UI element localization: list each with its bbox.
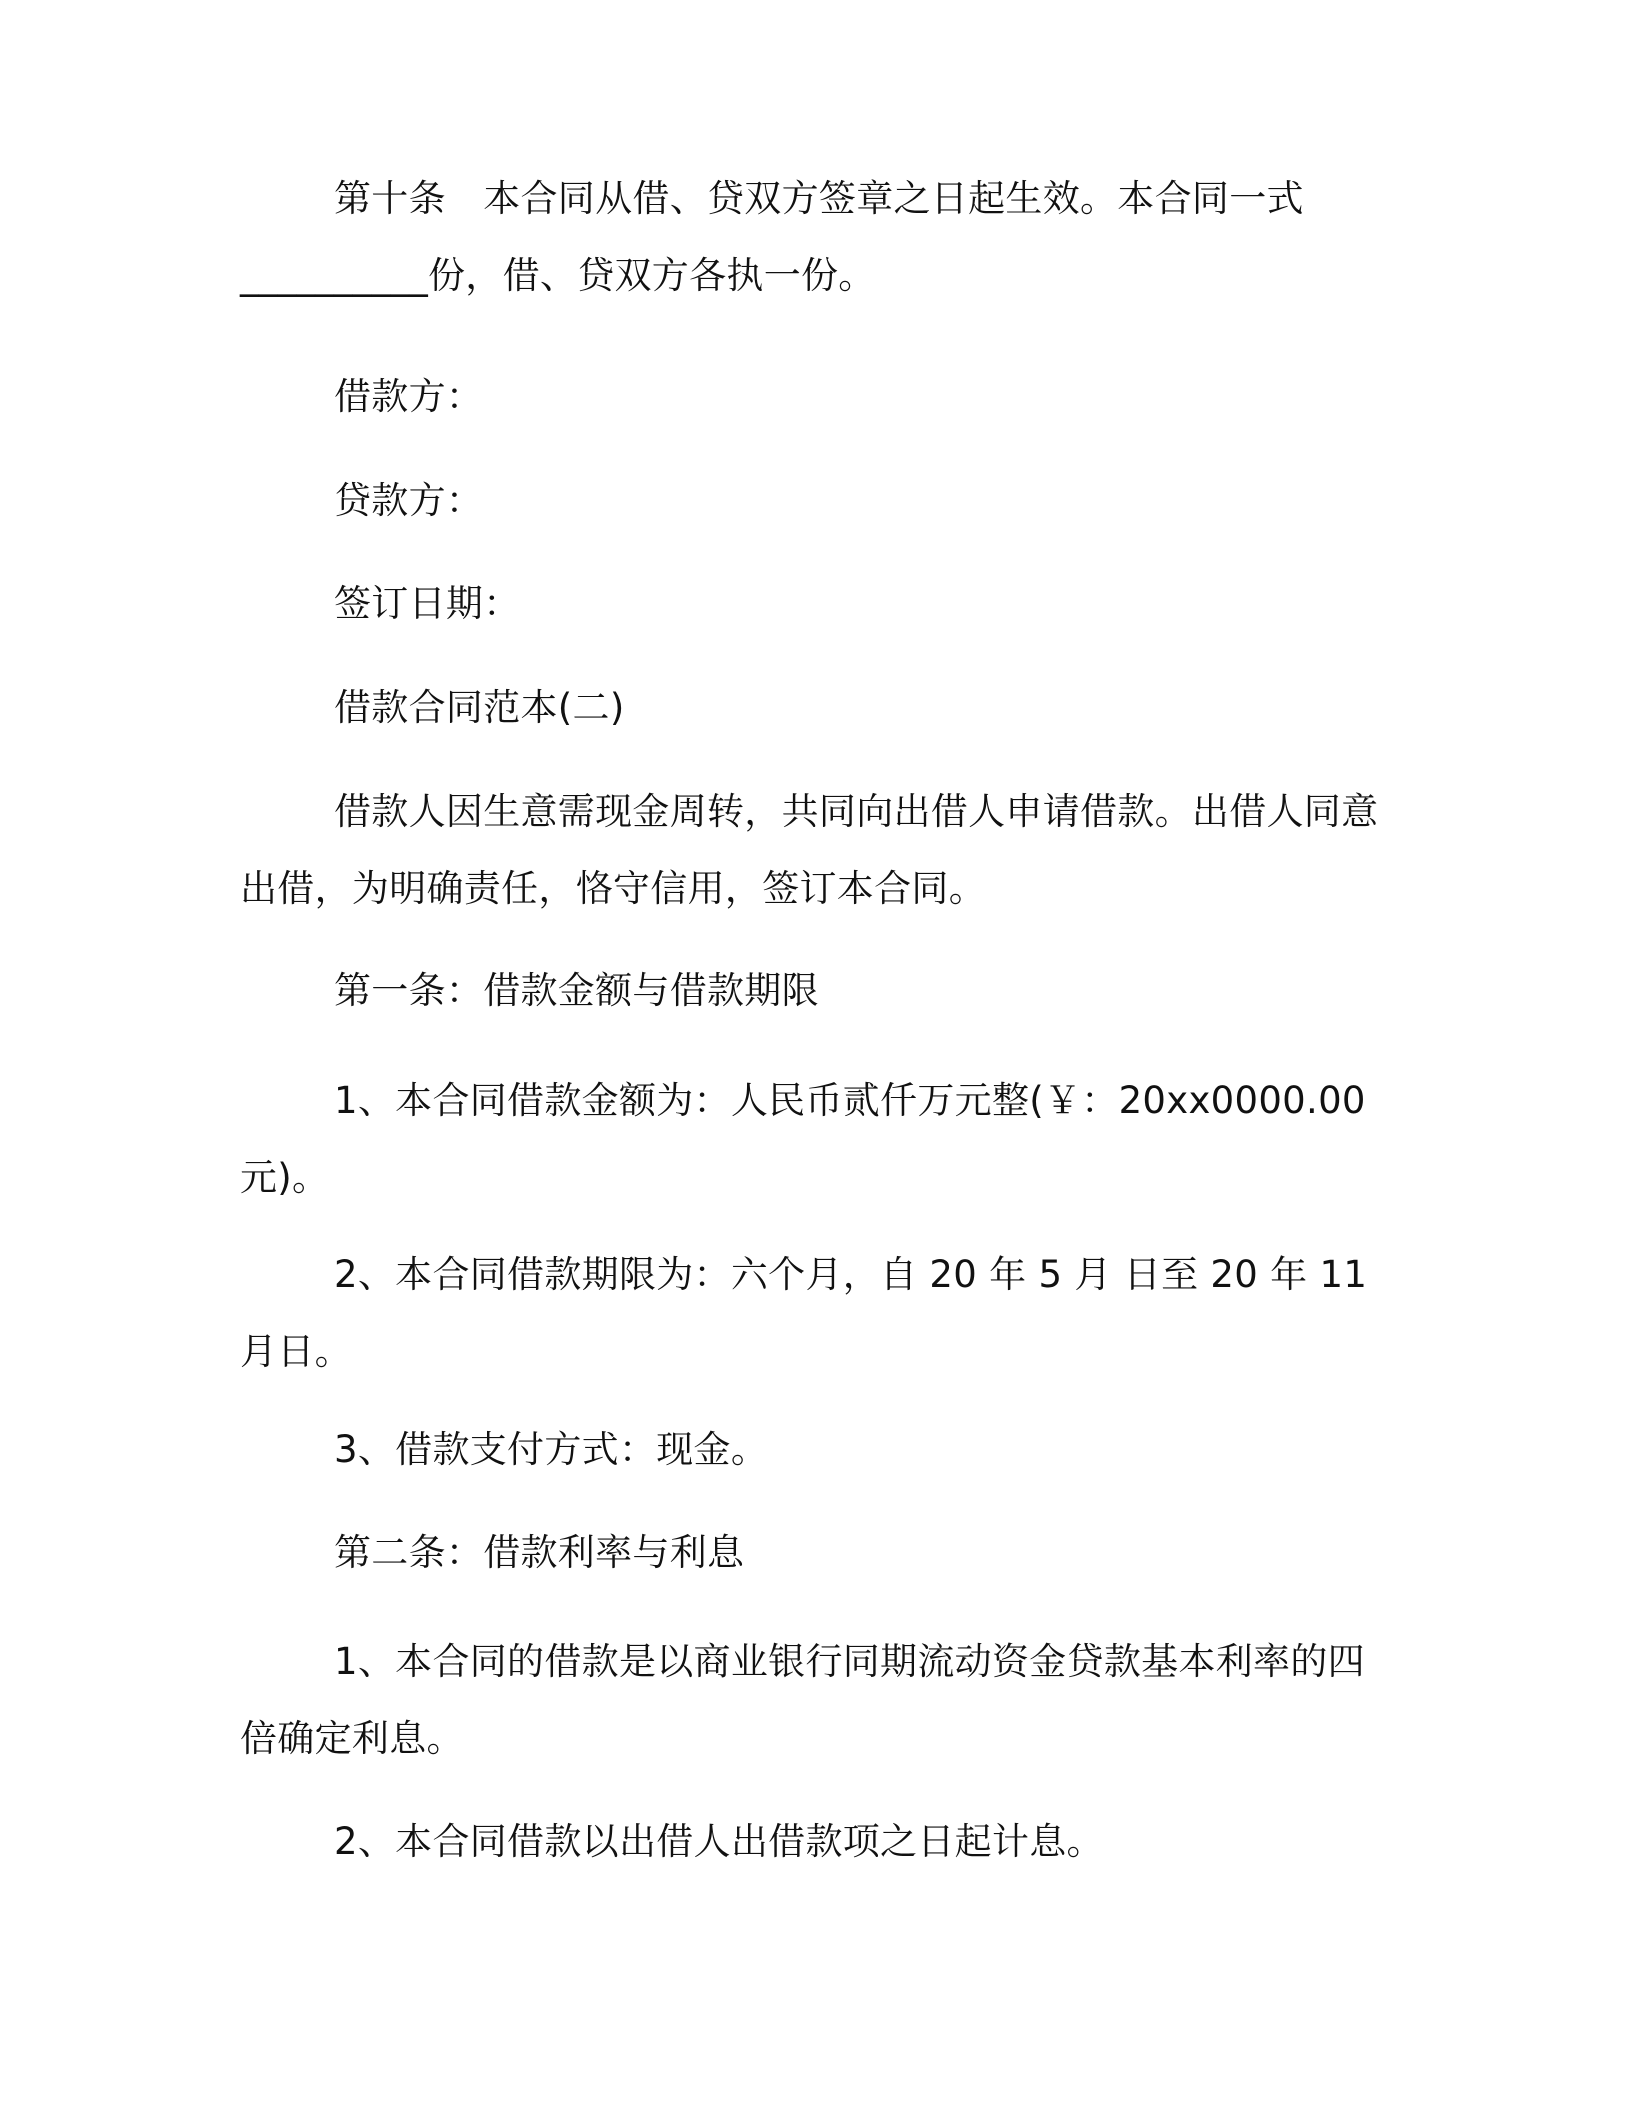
article-one-heading: 第一条：借款金额与借款期限 <box>334 969 819 1012</box>
contract-template-title: 借款合同范本(二) <box>334 686 625 729</box>
article-one-clause-1: 1、本合同借款金额为：人民币贰仟万元整(￥：20xx0000.00元)。 <box>240 1079 1366 1199</box>
article-one-clause-3: 3、借款支付方式：现金。 <box>334 1428 769 1471</box>
article-one-clause-2: 2、本合同借款期限为：六个月，自 20 年 5 月 日至 20 年 11 月日。 <box>240 1253 1380 1373</box>
lender-label: 贷款方： <box>334 479 484 522</box>
article-two-clause-2: 2、本合同借款以出借人出借款项之日起计息。 <box>334 1820 1104 1863</box>
article-ten-paragraph: 第十条 本合同从借、贷双方签章之日起生效。本合同一式__________份，借、贷双方各执一份。 <box>240 177 1304 297</box>
borrower-label: 借款方： <box>334 375 484 418</box>
article-two-clause-1: 1、本合同的借款是以商业银行同期流动资金贷款基本利率的四倍确定利息。 <box>240 1640 1365 1760</box>
preamble-paragraph: 借款人因生意需现金周转，共同向出借人申请借款。出借人同意出借，为明确责任，恪守信用，签订本合同。 <box>240 790 1379 910</box>
article-two-heading: 第二条：借款利率与利息 <box>334 1531 745 1574</box>
signing-date-label: 签订日期： <box>334 582 521 625</box>
